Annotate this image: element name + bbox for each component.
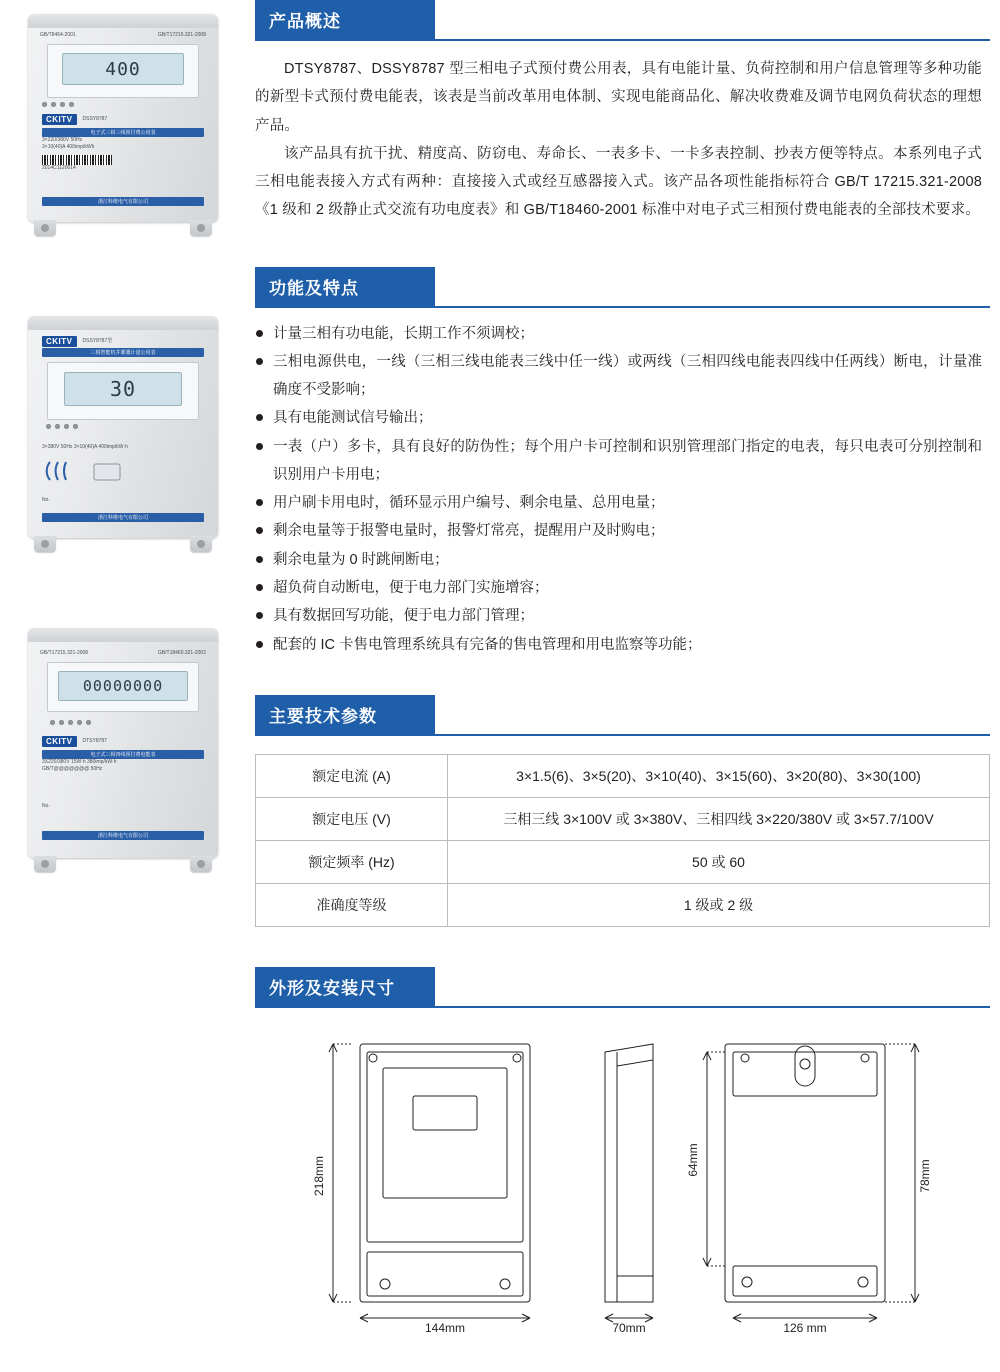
list-item: 三相电源供电，一线（三相三线电能表三线中任一线）或两线（三相四线电能表四线中任两线）断电，计量准确度不受影响； (255, 348, 982, 405)
table-row (256, 797, 990, 840)
section-title-features: 功能及特点 (255, 267, 435, 306)
list-item: 超负荷自动断电，便于电力部门实施增容； (255, 574, 982, 602)
brand-logo-3: CKITV (42, 736, 77, 747)
specs-table (255, 754, 990, 927)
list-item: 配套的 IC 卡售电管理系统具有完备的售电管理和用电监察等功能； (255, 631, 982, 659)
overview-body (255, 41, 990, 225)
dim-front-height: 218mm (312, 1155, 326, 1196)
section-title-dimensions: 外形及安装尺寸 (255, 967, 435, 1006)
section-title-overview: 产品概述 (255, 0, 435, 39)
nameplate-title-1: 电子式三相三线预付费公用表 (42, 128, 204, 137)
product-photo-3 (20, 628, 225, 888)
product-photo-column (0, 0, 245, 888)
brand-logo-1: CKITV (42, 114, 77, 125)
model-label-1: DSSY8787 (82, 116, 108, 123)
indicator-leds-3 (50, 720, 91, 725)
company-name-1: 浙江科维电气有限公司 (42, 197, 204, 206)
list-item: 用户刷卡用电时，循环显示用户编号、剩余电量、总用电量； (255, 489, 982, 517)
serial-label-2: No. (42, 497, 50, 503)
standard-code-right: GB/T17215.321-2008 (157, 32, 206, 38)
nameplate-line2-1: 3×220/380V 50Hz (42, 137, 83, 143)
list-item: 剩余电量为 0 时跳闸断电； (255, 546, 982, 574)
nameplate-title-2: 三相智能机井灌溉计量公用表 (42, 348, 204, 357)
product-photo-1 (20, 14, 225, 254)
indicator-leds-2 (46, 424, 78, 429)
list-item: 一表（户）多卡，具有良好的防伪性；每个用户卡可控制和识别管理部门指定的电表，每只电表可分别控制和识别用户卡用电； (255, 433, 982, 490)
list-item: 具有电能测试信号输出； (255, 404, 982, 432)
spec-value: 3×1.5(6)、3×5(20)、3×10(40)、3×15(60)、3×20(80)、3×30(100) (448, 754, 990, 797)
nameplate-line2-3: 3X220/380V 15W·h 380imp/kW·h (42, 759, 117, 765)
dim-back-inner-height: 64mm (686, 1143, 700, 1177)
nameplate-spec-2: 3×380V 50Hz 3×10(40)A 400imp/kW·h (42, 444, 128, 450)
feature-list (255, 320, 990, 659)
spec-key: 额定电压 (V) (256, 797, 448, 840)
company-name-2: 浙江科维电气有限公司 (42, 513, 204, 522)
standard-code-right-3: GB/T18460.321-2002 (157, 650, 206, 656)
lcd-display-2: 30 (64, 372, 182, 406)
spec-key: 额定电流 (A) (256, 754, 448, 797)
table-row (256, 840, 990, 883)
section-header-specs (255, 695, 990, 736)
dimension-drawing (255, 1026, 990, 1335)
section-header-overview (255, 0, 990, 41)
dim-side-width: 70mm (612, 1320, 646, 1335)
nameplate-line3-3: GB/T@@@@@@@ 50Hz (42, 765, 103, 772)
barcode-number-1: 2014C1120014 (42, 164, 76, 171)
model-label-3: DTSY8787 (82, 738, 107, 745)
section-header-dimensions (255, 967, 990, 1008)
barcode-1 (42, 155, 112, 165)
nameplate-line3-1: 3×10(40)A 400imp/kWh (42, 143, 95, 150)
indicator-leds-1 (42, 102, 74, 107)
brand-logo-2: CKITV (42, 336, 77, 347)
standard-code-left-3: GB/T17215.321-2008 (40, 650, 89, 656)
overview-paragraph-1: DTSY8787、DSSY8787 型三相电子式预付费公用表，具有电能计量、负荷控制和用户信息管理等多种功能的新型卡式预付费电能表，该表是当前改革用电体制、实现电能商品化、解决收费难及调节电网负荷状态的理想产品。 (255, 61, 982, 134)
section-title-specs: 主要技术参数 (255, 695, 435, 734)
serial-label-3: No. (42, 803, 50, 809)
company-name-3: 浙江科维电气有限公司 (42, 831, 204, 840)
nameplate-title-3: 电子式三相四线预付费电能表 (42, 750, 204, 759)
table-row (256, 883, 990, 926)
table-row (256, 754, 990, 797)
overview-paragraph-2: 该产品具有抗干扰、精度高、防窃电、寿命长、一表多卡、一卡多表控制、抄表方便等特点。本系列电子式三相电能表接入方式有两种：直接接入式或经互感器接入式。该产品各项性能指标符合 GB/T 17215.321-2008《1 级和 2 级静止式交流有功电度表》和 GB/T18460-2001 标准中对电子式三相预付费电能表的全部技术要求。 (255, 145, 982, 219)
spec-key: 额定频率 (Hz) (256, 840, 448, 883)
dim-back-outer-height: 78mm (918, 1159, 932, 1193)
dim-back-width: 126 mm (783, 1320, 827, 1335)
spec-value: 50 或 60 (448, 840, 990, 883)
list-item: 计量三相有功电能，长期工作不须调校； (255, 320, 982, 348)
lcd-display-1: 400 (62, 53, 184, 85)
section-header-features (255, 267, 990, 308)
standard-code-left: GB/T8464-2001 (40, 32, 76, 38)
spec-value: 1 级或 2 级 (448, 883, 990, 926)
model-label-2: DSSY8787型 (82, 338, 113, 345)
spec-value: 三相三线 3×100V 或 3×380V、三相四线 3×220/380V 或 3×57.7/100V (448, 797, 990, 840)
spec-key: 准确度等级 (256, 883, 448, 926)
list-item: 具有数据回写功能，便于电力部门管理； (255, 602, 982, 630)
rfid-icon (42, 458, 162, 484)
lcd-display-3: 00000000 (58, 671, 188, 701)
dim-front-width: 144mm (424, 1320, 466, 1335)
content-column (255, 0, 990, 1335)
product-photo-2 (20, 316, 225, 566)
list-item: 剩余电量等于报警电量时，报警灯常亮，提醒用户及时购电； (255, 517, 982, 545)
